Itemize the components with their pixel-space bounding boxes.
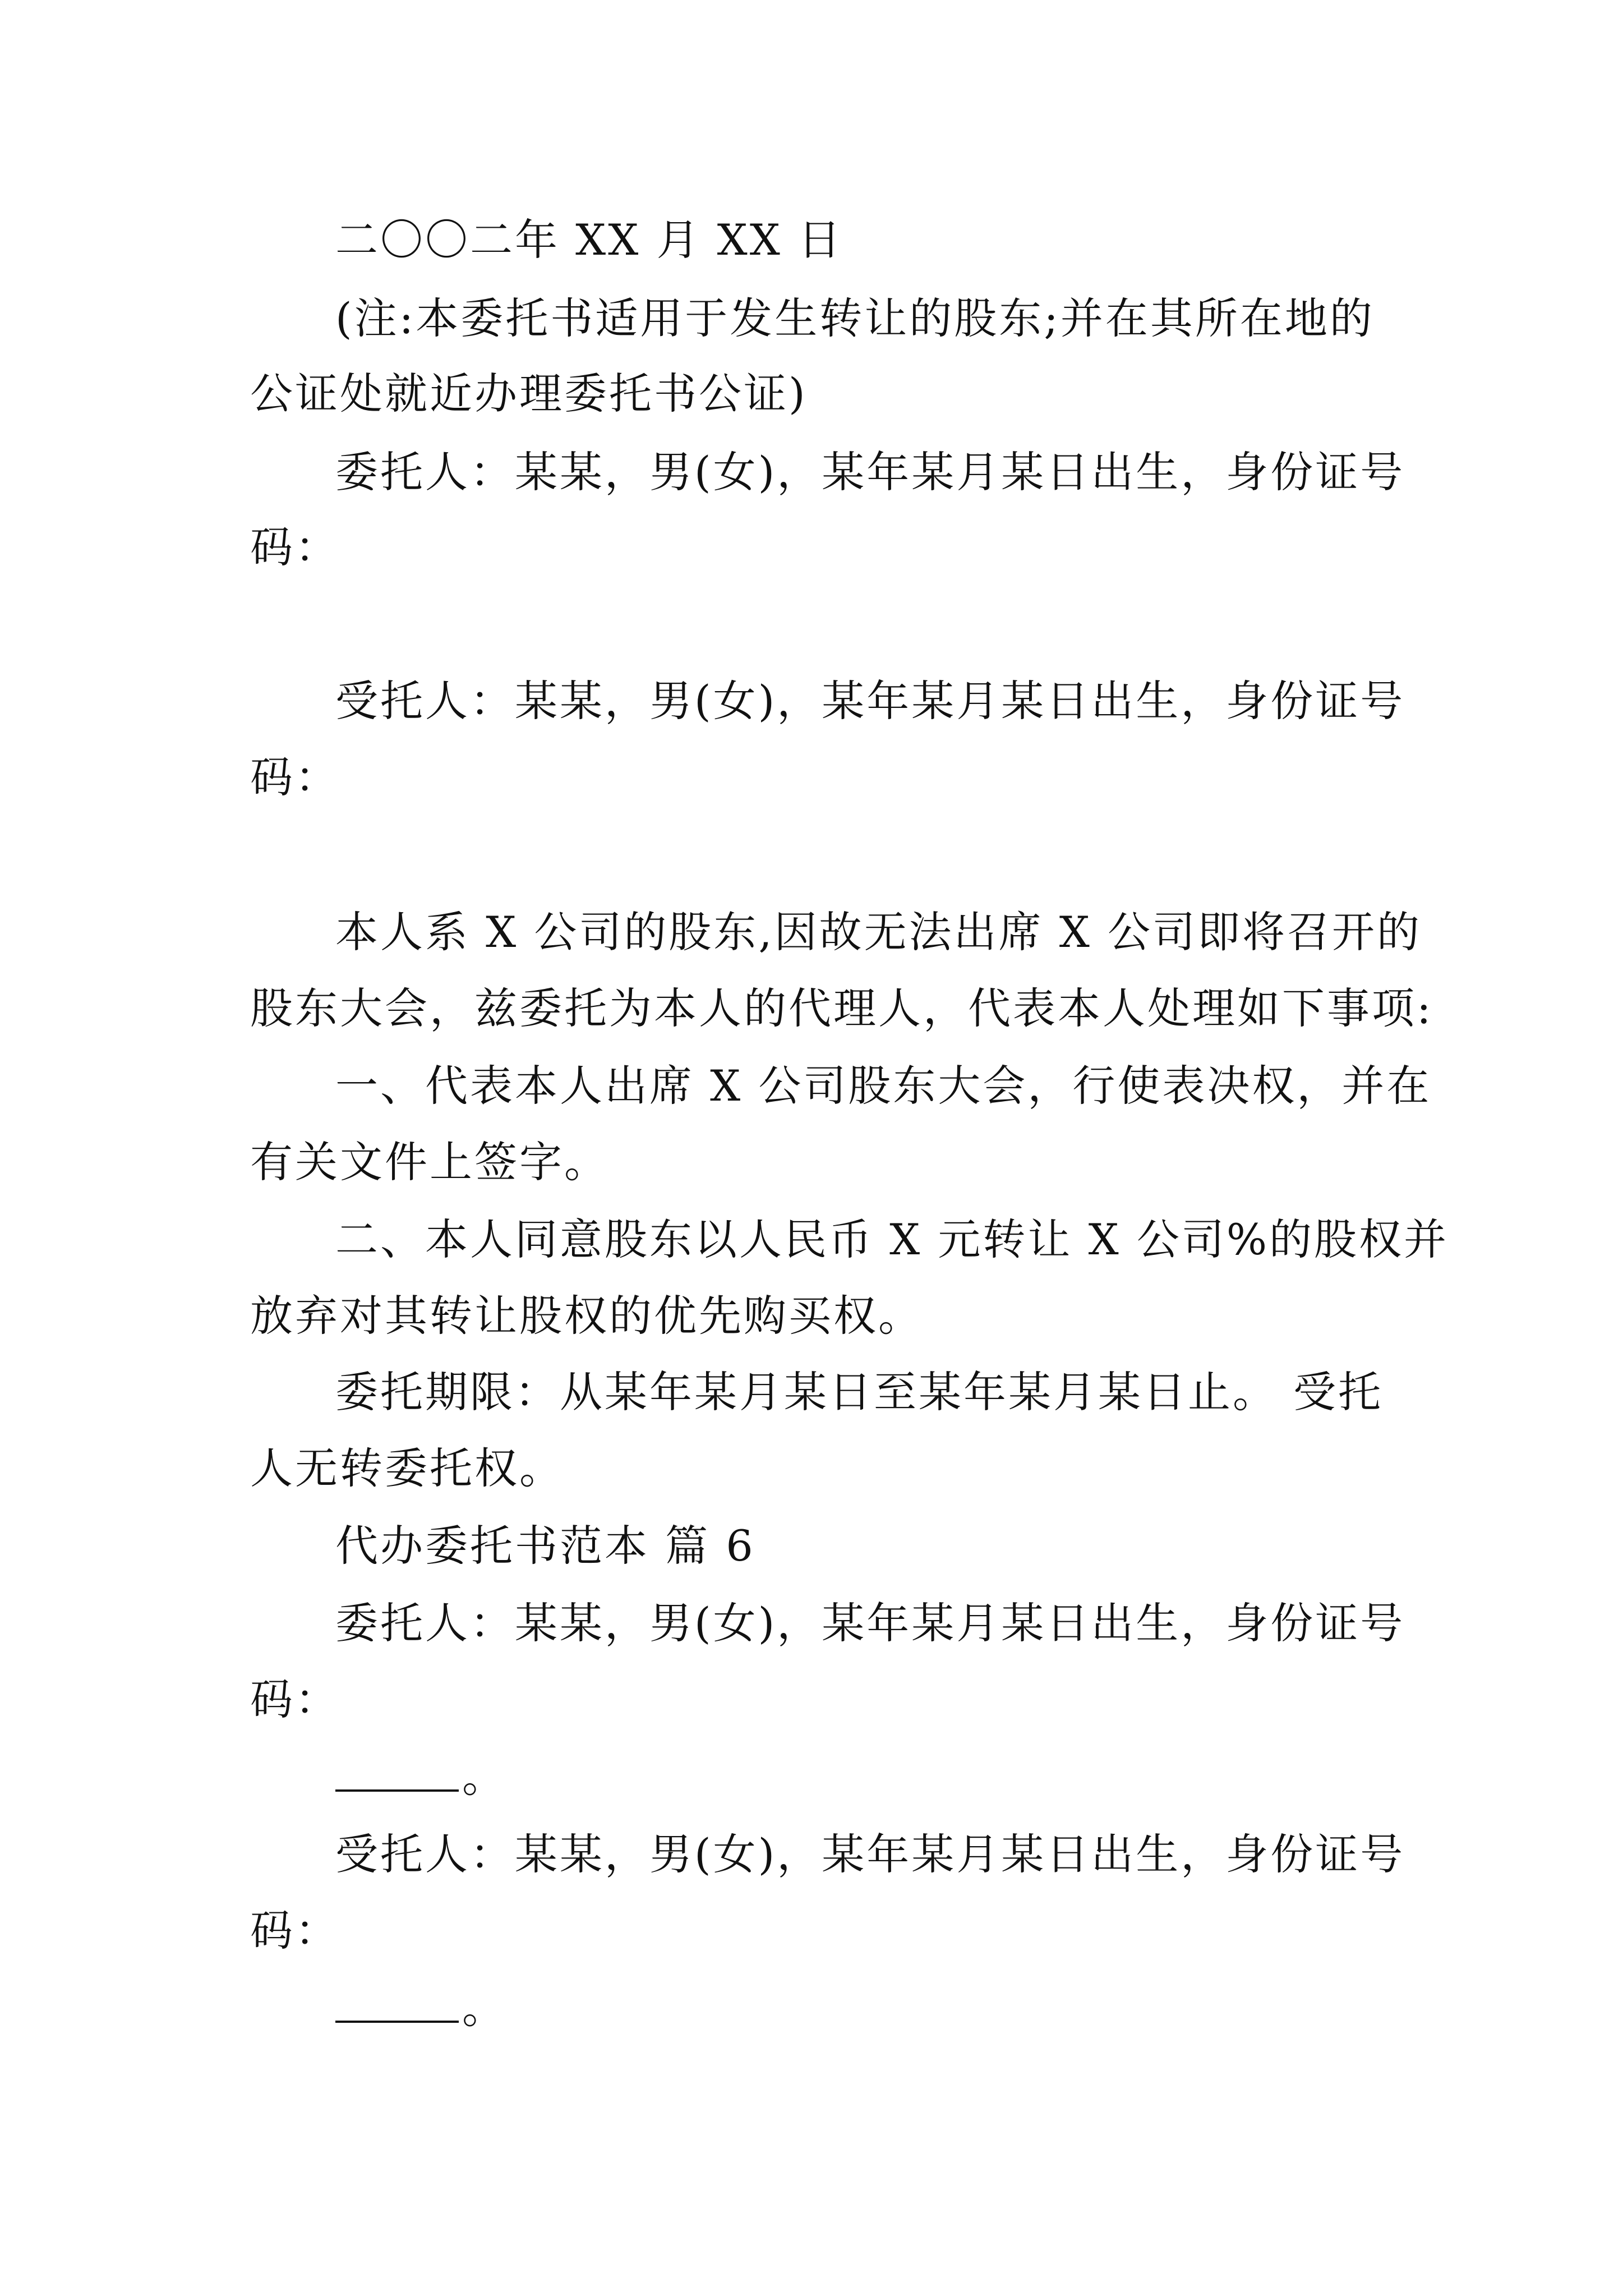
- agent-2-line-2: 码：: [250, 1906, 340, 1955]
- term-line-2: 人无转委托权。: [250, 1443, 564, 1493]
- blank-2: [335, 1980, 507, 2036]
- note-line-2: 公证处就近办理委托书公证): [250, 369, 808, 418]
- principal-1-line-2: 码：: [250, 522, 340, 572]
- blank-1: [335, 1749, 507, 1805]
- item-1-line-2: 有关文件上签字。: [250, 1137, 609, 1187]
- term-line-1: 委托期限：从某年某月某日至某年某月某日止。 受托: [335, 1367, 1384, 1417]
- item-1-line-1: 一、代表本人出席 X 公司股东大会，行使表决权，并在: [335, 1061, 1432, 1111]
- blank-underline: [335, 1986, 459, 2023]
- principal-2-line-1: 委托人：某某，男(女)，某年某月某日出生，身份证号: [335, 1598, 1405, 1648]
- blank-2-suffix: 。: [462, 1983, 507, 2033]
- blank-1-suffix: 。: [462, 1752, 507, 1802]
- principal-2-line-2: 码：: [250, 1674, 340, 1724]
- item-2-line-2: 放弃对其转让股权的优先购买权。: [250, 1291, 923, 1341]
- agent-1-line-1: 受托人：某某，男(女)，某年某月某日出生，身份证号: [335, 676, 1405, 726]
- note-line-1: (注:本委托书适用于发生转让的股东;并在其所在地的: [335, 293, 1375, 343]
- agent-2-line-1: 受托人：某某，男(女)，某年某月某日出生，身份证号: [335, 1829, 1405, 1879]
- date-line: 二〇〇二年 XX 月 XX 日: [335, 215, 843, 265]
- section-heading: 代办委托书范本 篇 6: [335, 1521, 755, 1571]
- intro-line-1: 本人系 X 公司的股东,因故无法出席 X 公司即将召开的: [335, 907, 1422, 957]
- intro-line-2: 股东大会，兹委托为本人的代理人，代表本人处理如下事项:: [250, 983, 1433, 1033]
- blank-underline: [335, 1755, 459, 1792]
- agent-1-line-2: 码：: [250, 752, 340, 802]
- item-2-line-1: 二、本人同意股东以人民币 X 元转让 X 公司%的股权并: [335, 1214, 1449, 1264]
- principal-1-line-1: 委托人：某某，男(女)，某年某月某日出生，身份证号: [335, 447, 1405, 497]
